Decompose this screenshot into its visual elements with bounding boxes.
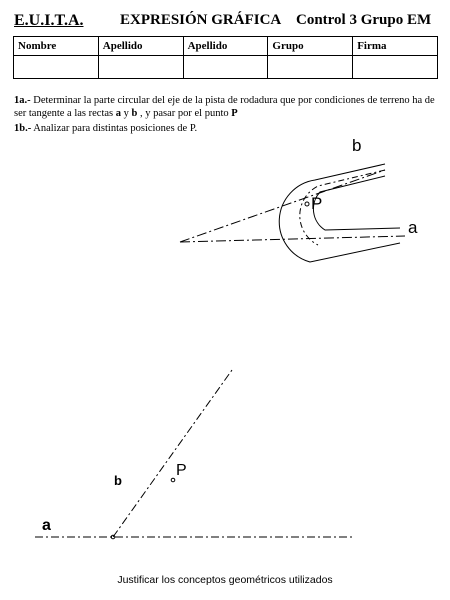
column-apellido-2: Apellido (183, 37, 268, 56)
point-ref: P (231, 108, 238, 119)
label-b-top: b (352, 136, 362, 155)
footer-note: Justificar los conceptos geométricos utilizados (117, 574, 333, 586)
figure-bottom (35, 370, 355, 539)
column-grupo: Grupo (268, 37, 353, 56)
part-a-text-2: , y pasar por el punto (137, 108, 232, 119)
subject-title: EXPRESIÓN GRÁFICA (120, 12, 282, 28)
label-p-bottom: P (176, 462, 187, 479)
part-b-label: 1b.- (14, 123, 32, 134)
part-b-text: Analizar para distintas posiciones de P. (31, 123, 198, 134)
column-apellido-1: Apellido (98, 37, 183, 56)
column-nombre: Nombre (14, 37, 99, 56)
exam-title: Control 3 Grupo EM (296, 12, 432, 28)
conjunction: y (121, 108, 132, 119)
line-b-bottom (113, 370, 232, 537)
column-firma: Firma (353, 37, 438, 56)
figure-top (180, 164, 405, 262)
line-a-top (180, 236, 405, 242)
track-outer-edge (279, 164, 400, 262)
label-a-top: a (408, 218, 418, 237)
part-a-label: 1a.- (14, 95, 31, 106)
line-a-ref: a (115, 108, 121, 119)
part-a-text-1: Determinar la parte circular del eje de la pista de rodadura que por condiciones de terreno ha de ser tangente a las rectas (14, 95, 435, 119)
point-p-top (305, 202, 309, 206)
point-p-bottom (171, 478, 175, 482)
label-p-top: P (311, 194, 323, 213)
line-b-ref: b (131, 108, 138, 119)
label-b-bottom: b (114, 473, 122, 488)
school-name: E.U.I.T.A. (14, 12, 84, 29)
label-a-bottom: a (42, 517, 51, 534)
